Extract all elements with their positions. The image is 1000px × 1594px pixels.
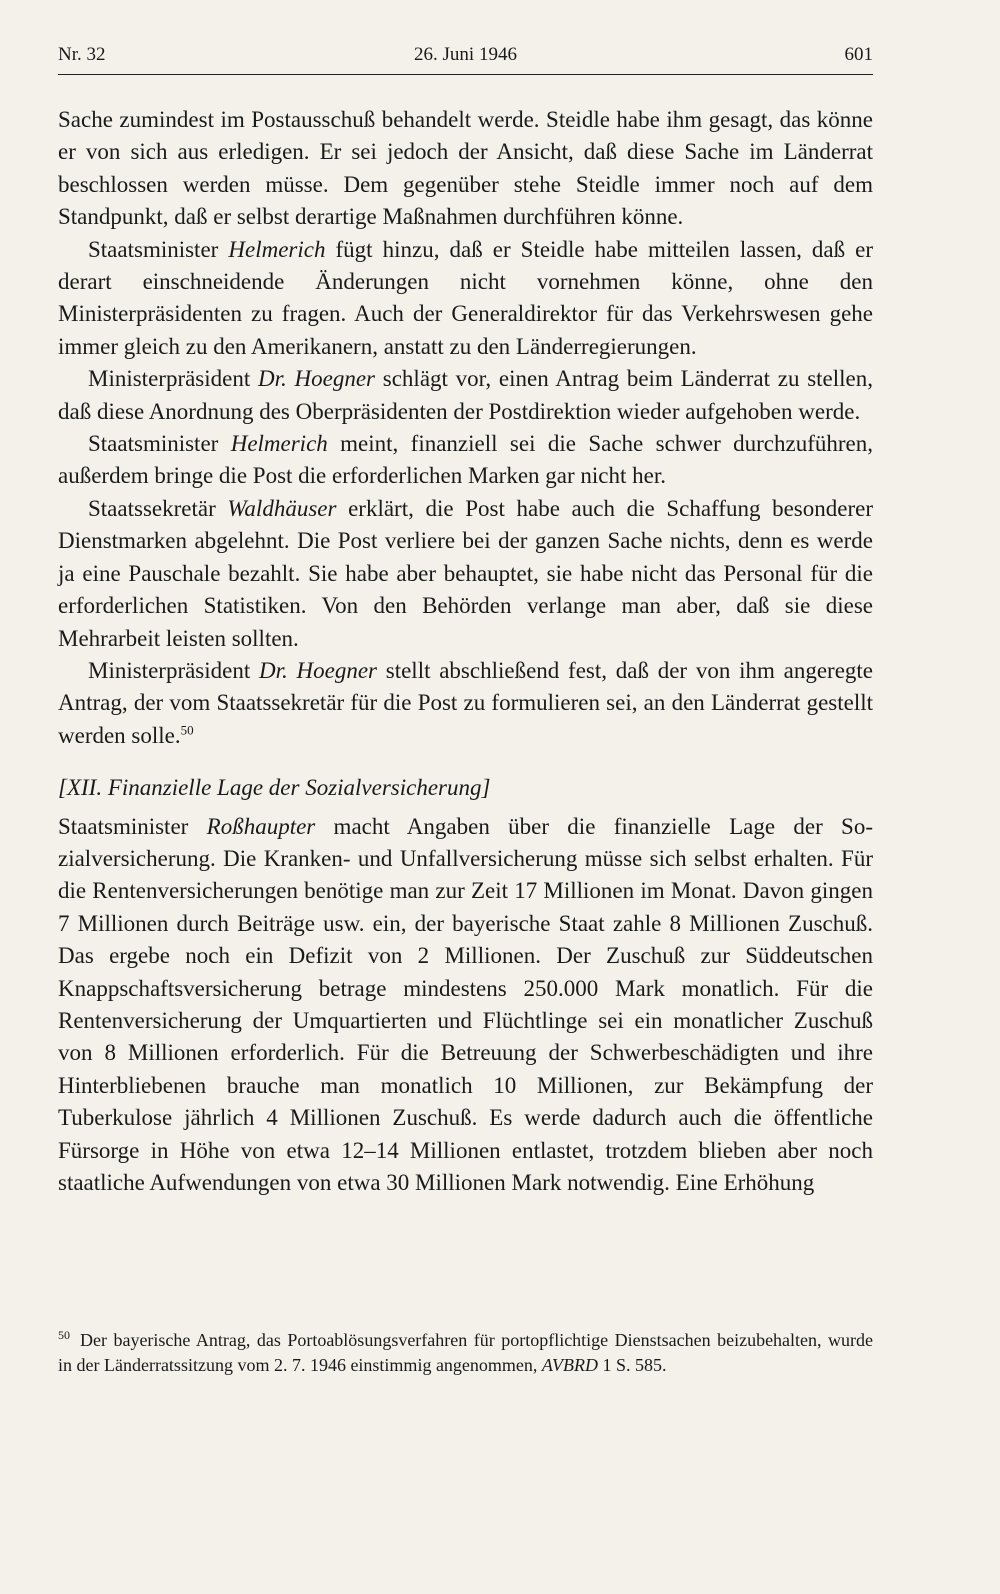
paragraph: Staatsminister Helmerich fügt hinzu, daß er Steidle habe mitteilen lassen, daß er derart einschneidende Änderungen nicht vornehmen könne, ohne den Ministerpräsidenten zu fragen. Auch der Generaldirektor für das Verkehrswesen gehe immer gleich zu den Amerikanern, anstatt zu den Länderregierungen. (58, 236, 873, 359)
speaker-name: Helmerich (230, 431, 328, 457)
paragraph: Ministerpräsident Dr. Hoegner schlägt vor, einen Antrag beim Länderrat zu stellen, daß diese Anordnung des Oberpräsidenten der Postdirektion wieder aufgehoben werde. (58, 366, 873, 424)
paragraph: Ministerpräsident Dr. Hoegner stellt abschließend fest, daß der von ihm angeregte Antrag, der vom Staatssekretär für die Post zu formulieren sei, an den Länderrat gestellt werden solle.$^{50}$ (58, 657, 873, 748)
speaker-name: Waldhäuser (227, 495, 337, 521)
document-number: Nr. 32 (58, 44, 106, 65)
speaker-name: Dr. Hoegner (259, 657, 377, 683)
footnote: $^{50}$ Der bayerische Antrag, das Portoablösungsverfahren für portopflichtige Dienstsachen beizubehalten, wurde in der Länderratssitzung vom 2. 7. 1946 einstimmig angenommen, AVBRD 1 S. 585. (58, 1328, 873, 1375)
speaker-name: Helmerich (228, 236, 326, 262)
footnote-number: 50 (58, 1328, 70, 1342)
speaker-name: Dr. Hoegner (258, 366, 376, 392)
paragraph: Staatssekretär Waldhäuser erklärt, die Post habe auch die Schaffung besonderer Dienstmarken abgelehnt. Die Post verliere bei der ganzen Sache nichts, denn es werde ja eine Pauschale bezahlt. Sie habe aber behauptet, sie habe nicht das Personal für die erforderlichen Statistiken. Von den Behörden verlange man aber, daß sie diese Mehrarbeit leisten sollten. (58, 495, 873, 651)
paragraph: Staatsminister Roßhaupter macht Angaben über die finanzielle Lage der Sozialversicherung. Die Kranken- und Unfallversicherung müsse sich selbst erhalten. Für die Rentenversicherungen benötige man zur Zeit 17 Millionen im Monat. Davon gingen 7 Millionen durch Beiträge usw. ein, der bayerische Staat zahle 8 Millionen Zuschuß. Das ergebe noch ein Defizit von 2 Millionen. Der Zuschuß zur Süddeutschen Knappschaftsversicherung betrage mindestens 250.000 Mark monatlich. Für die Rentenversicherung der Umquartierten und Flüchtlinge sei ein monatlicher Zuschuß von 8 Millionen erforderlich. Für die Betreuung der Schwerbeschädigten und ihre Hinterbliebenen brauche man monatlich 10 Millionen, zur Bekämpfung der Tuberkulose jährlich 4 Millionen Zuschuß. Es werde dadurch auch die öffentliche Fürsorge in Höhe von etwa 12–14 Millionen entlastet, trotzdem blieben aber noch staatliche Aufwendungen von etwa 30 Millionen Mark notwendig. Eine Erhöhung (58, 813, 873, 1195)
section-heading: [XII. Finanzielle Lage der Sozialversicherung] (58, 775, 491, 801)
main-text (58, 104, 873, 1199)
page-header (58, 44, 873, 74)
footnote-text: Der bayerische Antrag, das Portoablösungsverfahren für portopflichtige Dienstsachen beizubehalten, wurde in der Länderratssitzung vom 2. 7. 1946 einstimmig angenommen, (58, 1330, 873, 1375)
footnote-reference[interactable]: 50 (180, 722, 194, 738)
paragraph: Sache zumindest im Postausschuß behandelt werde. Steidle habe ihm gesagt, das könne er von sich aus erledigen. Er sei jedoch der Ansicht, daß diese Sache im Länderrat beschlossen werden müsse. Dem gegenüber stehe Steidle immer noch auf dem Standpunkt, daß er selbst derartige Maßnahmen durchführen könne. (58, 107, 873, 230)
header-date: 26. Juni 1946 (414, 44, 517, 65)
speaker-name: Roßhaupter (206, 813, 316, 839)
paragraph: Staatsminister Helmerich meint, finanziell sei die Sache schwer durchzuführen, außerdem bringe die Post die erforderlichen Marken gar nicht her. (58, 431, 873, 489)
header-rule (58, 74, 873, 75)
page-number: 601 (844, 44, 873, 65)
footnote-source: AVBRD (541, 1355, 599, 1375)
